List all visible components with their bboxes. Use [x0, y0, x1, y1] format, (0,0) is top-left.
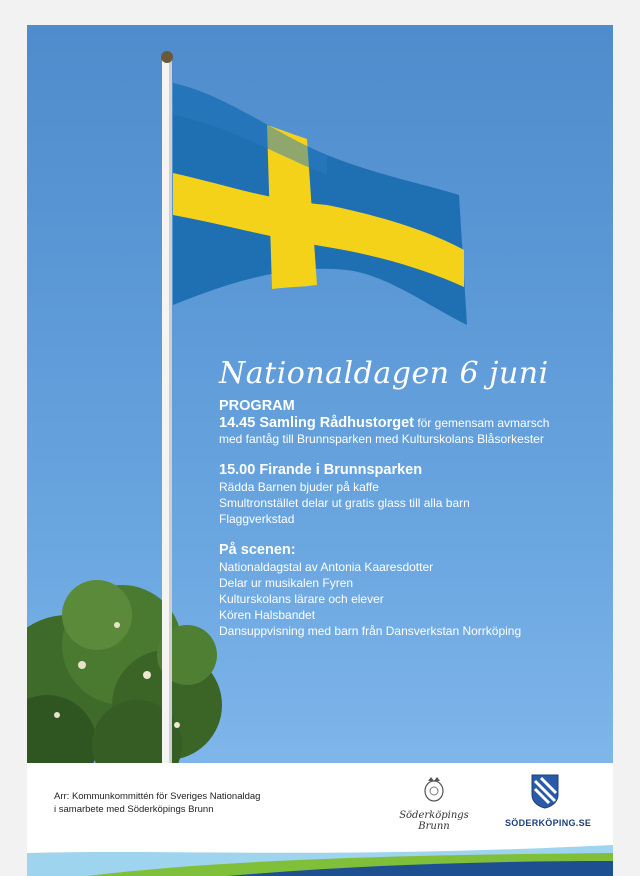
- block3-item: Dansuppvisning med barn från Dansverkstan Norrköping: [219, 624, 522, 638]
- poster: [27, 25, 613, 876]
- pole-finial: [161, 51, 173, 63]
- soderkopings-brunn-logo: [389, 775, 479, 835]
- block3-item: Delar ur musikalen Fyren: [219, 576, 354, 590]
- program-content: [219, 355, 599, 639]
- block2-item: Rädda Barnen bjuder på kaffe: [219, 480, 379, 494]
- soderkoping-logo: [505, 773, 592, 833]
- coat-of-arms-icon: [530, 773, 560, 809]
- brunn-logo-text: Söderköpings Brunn: [399, 810, 469, 832]
- block1-time: 14.45 Samling Rådhustorget: [219, 415, 414, 431]
- block3-item: Kören Halsbandet: [219, 608, 316, 622]
- block3-item: Kulturskolans lärare och elever: [219, 592, 384, 606]
- crest-icon: [422, 775, 446, 803]
- block2-item: Smultronstället delar ut gratis glass till alla barn: [219, 496, 470, 510]
- soderkoping-site-text: SÖDERKÖPING.SE: [505, 818, 592, 828]
- poster-title: Nationaldagen 6 juni: [219, 356, 549, 391]
- organizer-text: [54, 790, 260, 816]
- block1-line1: [219, 415, 599, 431]
- block1-line2: med fantåg till Brunnsparken med Kulturskolans Blåsorkester: [219, 432, 544, 446]
- block3-heading: På scenen:: [219, 542, 296, 558]
- block2-item: Flaggverkstad: [219, 512, 295, 526]
- swedish-flag: [173, 83, 467, 325]
- block3-item: Nationaldagstal av Antonia Kaaresdotter: [219, 560, 434, 574]
- block1-text: för gemensam avmarsch: [414, 416, 550, 430]
- organizer-line1: Arr: Kommunkommittén för Sveriges Nationaldag: [54, 791, 261, 802]
- organizer-line2: i samarbete med Söderköpings Brunn: [54, 804, 214, 815]
- tree: [27, 580, 222, 763]
- program-heading: PROGRAM: [219, 398, 295, 414]
- footer-waves: [27, 837, 613, 876]
- block2-heading: 15.00 Firande i Brunnsparken: [219, 462, 423, 478]
